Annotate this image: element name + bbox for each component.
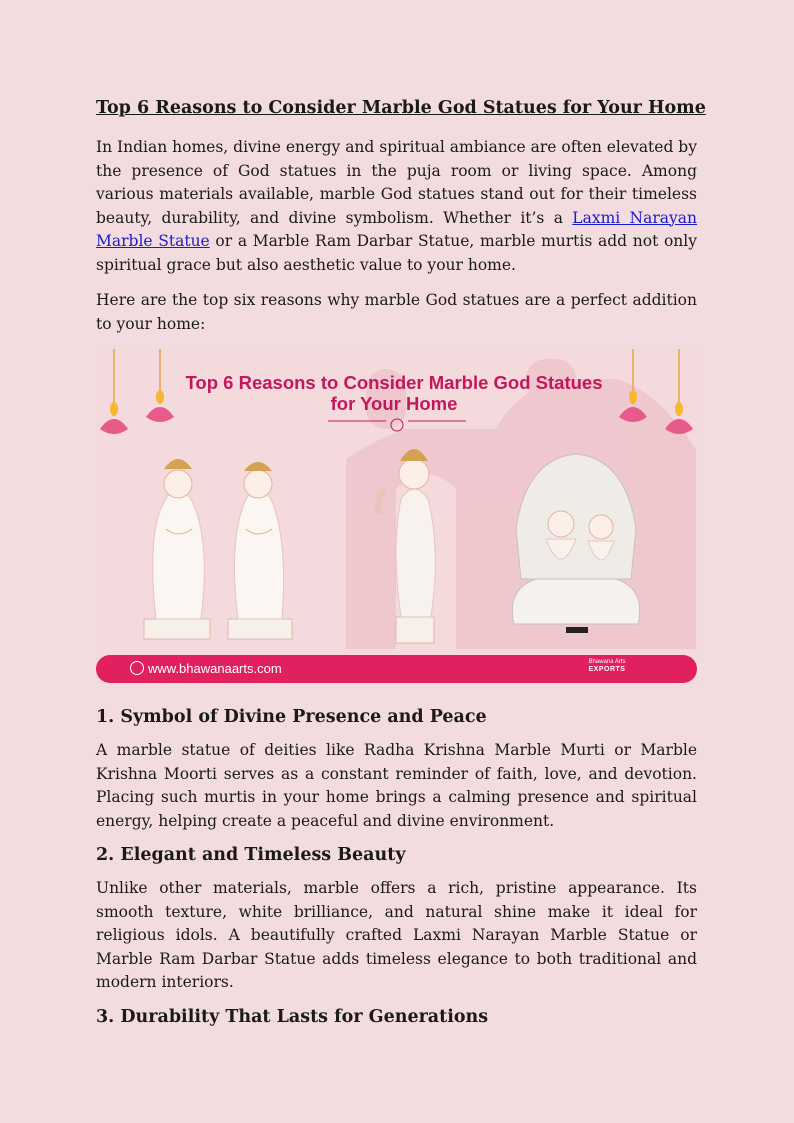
intro-text-2: or a Marble Ram Darbar Statue, marble murtis add not only spiritual grace but also aesthetic value to your home. [96, 232, 697, 274]
intro-text-1: In Indian homes, divine energy and spiritual ambiance are often elevated by the presence of God statues in the puja room or living space. Among various materials available, marble God statues stand out for their timeless beauty, durability, and divine symbolism. Whether it’s a [96, 138, 697, 227]
page-title: Top 6 Reasons to Consider Marble God Statues for Your Home [96, 98, 706, 118]
section-2 [96, 843, 697, 995]
laxmi-narayan-link[interactable]: Laxmi Narayan Marble Statue [96, 208, 697, 250]
bhawana-arts-logo [578, 659, 636, 673]
globe-icon [130, 661, 144, 675]
banner-image [96, 349, 697, 683]
section-heading: 1. Symbol of Divine Presence and Peace [96, 707, 487, 727]
document-content [96, 96, 706, 1039]
section-body: A marble statue of deities like Radha Krishna Marble Murti or Marble Krishna Moorti serves as a constant reminder of faith, love, and devotion. Placing such murtis in your home brings a calming presence and spiritual energy, helping create a peaceful and divine environment. [96, 741, 697, 830]
section-heading: 2. Elegant and Timeless Beauty [96, 845, 406, 865]
section-body: Unlike other materials, marble offers a rich, pristine appearance. Its smooth texture, white brilliance, and natural shine make it ideal for religious idols. A beautifully crafted Laxmi Narayan Marble Statue or Marble Ram Darbar Statue adds timeless elegance to both traditional and modern interiors. [96, 879, 697, 991]
banner-url: www.bhawanaarts.com [148, 661, 282, 676]
section-3 [96, 1005, 697, 1029]
logo-line1: Bhawana Arts [588, 659, 626, 665]
banner-title: Top 6 Reasons to Consider Marble God Statues for Your Home [185, 372, 603, 414]
logo-line2: EXPORTS [588, 666, 626, 673]
intro-paragraph [96, 136, 697, 277]
lead-paragraph: Here are the top six reasons why marble God statues are a perfect addition to your home: [96, 291, 697, 333]
section-1 [96, 705, 697, 833]
section-heading: 3. Durability That Lasts for Generations [96, 1006, 489, 1027]
